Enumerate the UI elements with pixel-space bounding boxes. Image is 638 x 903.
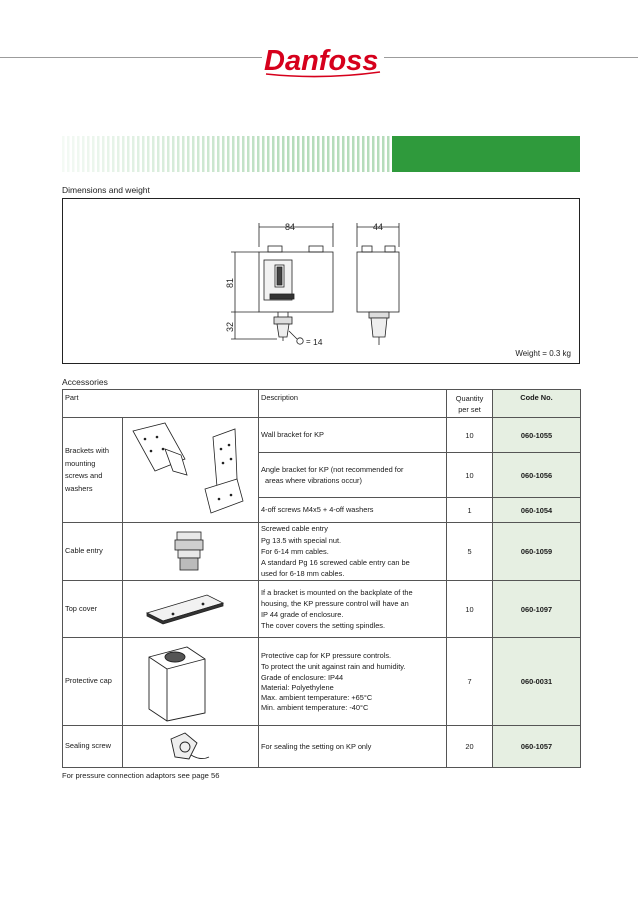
code-screws: 060-1054 (493, 498, 581, 523)
desc-line: Screwed cable entry (261, 524, 328, 534)
cable-entry-illustration (125, 526, 255, 576)
weight-label: Weight = 0.3 kg (515, 349, 571, 358)
qty-angle-bracket: 10 (447, 453, 493, 498)
table-row (63, 581, 581, 638)
desc-line: The cover covers the setting spindles. (261, 621, 386, 631)
desc-wall-bracket: Wall bracket for KP (259, 418, 447, 453)
desc-line: used for 6-18 mm cables. (261, 569, 345, 579)
part-sealing-screw: Sealing screw (63, 726, 123, 768)
desc-line: If a bracket is mounted on the backplate of the (261, 587, 413, 597)
svg-text:32: 32 (225, 321, 235, 333)
table-header-row (63, 390, 581, 418)
svg-text:44: 44 (372, 222, 384, 232)
code-sealing-screw: 060-1057 (493, 726, 581, 768)
qty-sealing-screw: 20 (447, 726, 493, 768)
qty-protective-cap: 7 (447, 638, 493, 726)
qty-top-cover: 10 (447, 581, 493, 638)
top-cover-illustration (125, 583, 255, 633)
dimension-drawing (63, 199, 579, 363)
accessories-title: Accessories (62, 377, 108, 387)
header-rule-left (0, 57, 262, 58)
desc-line: Max. ambient temperature: +65°C (261, 693, 373, 703)
section-band (62, 136, 580, 172)
dimensions-box (62, 198, 580, 364)
header-quantity: Quantity per set (447, 390, 493, 418)
svg-text:=: = (306, 337, 311, 346)
danfoss-logo (262, 36, 384, 82)
desc-line: housing, the KP pressure control will have an (261, 598, 409, 608)
desc-cable-entry (259, 523, 447, 581)
desc-line: IP 44 grade of enclosure. (261, 610, 344, 619)
part-protective-cap: Protective cap (63, 638, 123, 726)
sealing-screw-illustration (125, 727, 255, 765)
table-row (63, 638, 581, 726)
code-wall-bracket: 060-1055 (493, 418, 581, 453)
part-brackets: Brackets with mounting screws and washers (63, 418, 123, 523)
protective-cap-illustration-cell (123, 638, 259, 726)
bracket-illustration-cell (123, 418, 259, 523)
table-row (63, 523, 581, 581)
top-cover-illustration-cell (123, 581, 259, 638)
table-row (63, 418, 581, 453)
dimensions-title: Dimensions and weight (62, 185, 150, 195)
desc-screws: 4-off screws M4x5 + 4-off washers (259, 498, 447, 523)
desc-line: Grade of enclosure: IP44 (261, 673, 344, 683)
bracket-illustration (125, 419, 255, 519)
header-part: Part (63, 390, 259, 418)
qty-wall-bracket: 10 (447, 418, 493, 453)
svg-text:14: 14 (313, 337, 323, 347)
qty-cable-entry: 5 (447, 523, 493, 581)
desc-line: To protect the unit against rain and humidity. (261, 661, 406, 671)
svg-text:Danfoss: Danfoss (264, 45, 379, 77)
cable-entry-illustration-cell (123, 523, 259, 581)
desc-line: A standard Pg 16 screwed cable entry can be (261, 558, 410, 568)
desc-line: Angle bracket for KP (not recommended for (261, 464, 404, 474)
code-angle-bracket: 060-1056 (493, 453, 581, 498)
header-rule-right (384, 57, 638, 58)
desc-sealing-screw: For sealing the setting on KP only (259, 726, 447, 768)
part-top-cover: Top cover (63, 581, 123, 638)
code-protective-cap: 060-0031 (493, 638, 581, 726)
desc-line: Pg 13.5 with special nut. (261, 535, 342, 545)
desc-top-cover (259, 581, 447, 638)
qty-screws: 1 (447, 498, 493, 523)
desc-line: Material: Polyethylene (261, 683, 334, 693)
protective-cap-illustration (125, 639, 255, 723)
desc-line: Min. ambient temperature: -40°C (261, 703, 369, 713)
footer-note: For pressure connection adaptors see page 56 (62, 771, 220, 780)
part-cable-entry: Cable entry (63, 523, 123, 581)
code-top-cover: 060-1097 (493, 581, 581, 638)
header-code: Code No. (493, 390, 581, 418)
desc-line: For 6-14 mm cables. (261, 546, 329, 556)
svg-text:81: 81 (225, 277, 235, 289)
sealing-screw-illustration-cell (123, 726, 259, 768)
desc-line: Protective cap for KP pressure controls. (261, 650, 392, 660)
svg-text:84: 84 (284, 222, 296, 232)
header-description: Description (259, 390, 447, 418)
accessories-table (62, 389, 581, 768)
desc-line: areas where vibrations occur) (265, 476, 362, 485)
table-row (63, 726, 581, 768)
desc-angle-bracket (259, 453, 447, 498)
desc-protective-cap (259, 638, 447, 726)
code-cable-entry: 060-1059 (493, 523, 581, 581)
